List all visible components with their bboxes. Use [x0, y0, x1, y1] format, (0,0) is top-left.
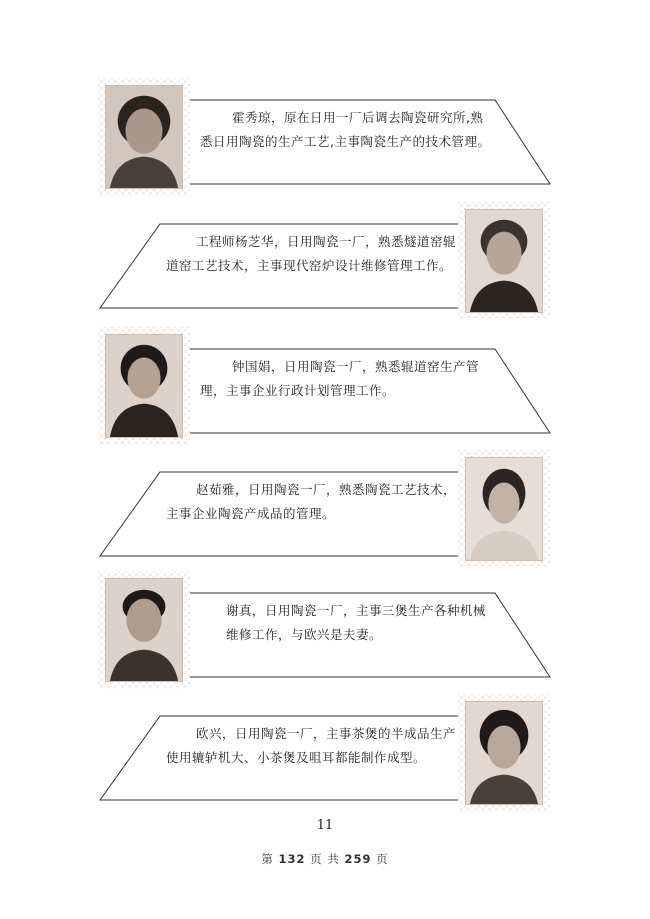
- page-number: 11: [316, 818, 334, 833]
- portrait-stamp: [458, 202, 550, 320]
- portrait-photo: [465, 209, 543, 313]
- portrait-stamp: [98, 78, 190, 196]
- profile-text: 工程师杨芝华，日用陶瓷一厂，熟悉燧道窑辊 道窑工艺技术，主事现代窑炉设计维修管理工作。: [166, 234, 457, 273]
- portrait-photo: [465, 701, 543, 805]
- profile-entry-4: [0, 450, 650, 575]
- profile-text: 欧兴，日用陶瓷一厂，主事茶煲的半成品生产 使用辘轳机大、小茶煲及咀耳都能制作成型。: [166, 726, 457, 765]
- portrait-stamp: [458, 694, 550, 812]
- profile-entry-6: [0, 694, 650, 819]
- page-footer: [0, 851, 650, 867]
- footer-prefix: 第: [261, 852, 274, 866]
- profile-text: 钟国娟，日用陶瓷一厂，熟悉辊道窑生产管 理，主事企业行政计划管理工作。: [200, 359, 480, 398]
- portrait-stamp: [98, 571, 190, 689]
- portrait-photo: [105, 85, 183, 189]
- portrait-stamp: [458, 450, 550, 568]
- profile-text: 谢真，日用陶瓷一厂，主事三煲生产各种机械 维修工作，与欧兴是夫妻。: [226, 603, 487, 642]
- portrait-photo: [465, 457, 543, 561]
- portrait-photo: [105, 578, 183, 682]
- profile-entry-3: [0, 327, 650, 452]
- portrait-stamp: [98, 327, 190, 445]
- profile-entry-1: [0, 78, 650, 203]
- portrait-photo: [105, 334, 183, 438]
- profile-entry-5: [0, 571, 650, 696]
- profile-text: 霍秀琼，原在日用一厂后调去陶瓷研究所,熟 悉日用陶瓷的生产工艺,主事陶瓷生产的技术管理。: [200, 110, 491, 149]
- footer-suffix: 页: [376, 852, 389, 866]
- footer-total-pages: 259: [344, 852, 372, 866]
- profile-entry-2: [0, 202, 650, 327]
- footer-middle: 页 共: [310, 852, 340, 866]
- profile-text: 赵茹雅，日用陶瓷一厂，熟悉陶瓷工艺技术， 主事企业陶瓷产成品的管理。: [166, 482, 457, 521]
- footer-current-page: 132: [278, 852, 306, 866]
